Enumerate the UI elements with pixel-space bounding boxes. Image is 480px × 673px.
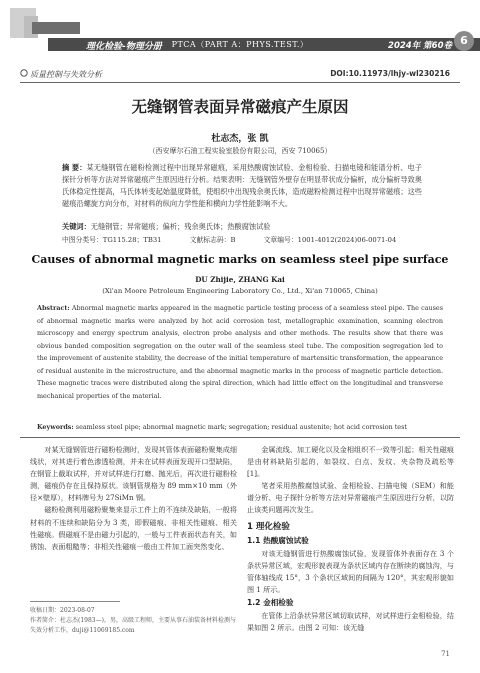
footnote [30, 606, 237, 636]
article-title-cn: 无缝钢管表面异常磁痕产生原因 [131, 98, 349, 116]
section-label: 质量控制与失效分析 [30, 70, 102, 79]
keywords-cn-label: 关键词： [62, 222, 91, 231]
subsection-heading: 1.2 金相检验 [247, 598, 294, 608]
body-column-left [30, 444, 237, 553]
abstract-divider [20, 437, 460, 438]
authors-en: DU Zhijie, ZHANG Kai [195, 275, 285, 284]
clc-number: 中图分类号：TG115.28；TB31 [62, 236, 162, 244]
journal-header [0, 0, 480, 56]
paragraph: 对某无缝钢管进行磁粉检测时，发现其管体表面磁粉聚集成细线状，对其进行着色渗透检测，并未在试样表面发现开口型缺陷，在钢管上截取试样，并对试样进行打磨、抛光后，再次进行磁粉检测，磁痕仍存在且保持原状。该钢管规格为 89 mm×10 mm（外径×壁厚），材料牌号为 27SiMn 钢。 [30, 445, 237, 503]
affiliation-en: (Xi'an Moore Petroleum Engineering Laboratory Co., Ltd., Xi'an 710065, China) [102, 287, 378, 295]
series-name: 理化检验-物理分册 [86, 42, 162, 52]
header-divider [20, 82, 460, 83]
paragraph: 对该无缝钢管进行热酸腐蚀试验，发现管体外表面存在 3 个条状异常区域，宏观形貌表现为条状区域内存在断续的腐蚀沟，与管体轴线成 15°，3 个条状区域间的间隔为 120°，其宏观形貌如图 1 所示。 [247, 548, 454, 595]
received-date: 收稿日期：2023-08-07 [30, 607, 95, 614]
author-info: 作者简介：杜志杰(1983—)，男，高级工程师，主要从事石油装备材料检测与失效分析工作，duji@11069185.com [30, 617, 236, 634]
abstract-en [37, 302, 443, 402]
page-number: 71 [441, 650, 450, 658]
section-marker-icon [20, 69, 28, 77]
classification-line [62, 234, 422, 244]
keywords-en [37, 423, 443, 431]
keywords-en-label: Keywords: [37, 423, 74, 431]
paragraph: 笔者采用热酸腐蚀试验、金相检验、扫描电镜（SEM）和能谱分析、电子探针分析等方法对异常磁痕产生原因进行分析，以防止该类问题再次发生。 [247, 481, 454, 515]
article-title-en: Causes of abnormal magnetic marks on seamless steel pipe surface [31, 253, 449, 266]
year-issue: 2024年 第60卷 [388, 41, 452, 51]
abstract-cn [62, 162, 422, 210]
journal-name: PTCA（PART A：PHYS.TEST.） [171, 40, 309, 49]
abstract-cn-label: 摘 要： [62, 163, 87, 172]
paragraph: 金属流线、加工硬化以及金相组织不一致等引起；相关性磁痕是由材料缺陷引起的，如裂纹、白点、发纹、夹杂物及疏松等[1]。 [247, 445, 454, 479]
affiliation-cn: （西安摩尔石油工程实验室股份有限公司，西安 710065） [148, 147, 332, 155]
authors-cn: 杜志杰，张 凯 [211, 134, 269, 144]
footnote-divider [30, 601, 120, 602]
section-heading: 1 理化检验 [247, 521, 290, 532]
article-number: 文章编号：1001-4012(2024)06-0071-04 [263, 236, 397, 244]
keywords-en-text: seamless steel pipe; abnormal magnetic mark; segregation; residual austenite; hot acid corrosion test [75, 423, 407, 431]
subsection-heading: 1.1 热酸腐蚀试验 [247, 535, 309, 545]
keywords-cn [62, 222, 422, 232]
document-code: 文献标志码：B [189, 236, 236, 244]
abstract-en-text: Abnormal magnetic marks appeared in the magnetic particle testing process of a seamless steel pipe. The causes of abnormal magnetic marks were analyzed by hot acid corrosion test, metallographic examination, scanning electron microscopy and energy spectrum analysis, electron probe analysis and other methods. The results show that there was obvious banded composition segregation on the outer wall of the seamless steel tube. The composition segregation led to the improvement of austenite stability, the decrease of the initial temperature of martensitic transformation, the appearance of residual austenite in the microstructure, and the abnormal magnetic marks in the process of magnetic particle detection. These magnetic traces were distributed along the spiral direction, which had little effect on the longitudinal and transverse mechanical properties of the material. [37, 304, 443, 400]
abstract-cn-text: 某无缝钢管在磁粉检测过程中出现异常磁痕，采用热酸腐蚀试验、金相检验、扫描电镜和能谱分析、电子探针分析等方法对异常磁痕产生原因进行分析。结果表明：无缝钢管外壁存在明显带状成分偏析，成分偏析导致奥氏体稳定性提高，马氏体转变起始温度降低，使组织中出现残余奥氏体，造成磁粉检测过程中出现异常磁痕；这些磁痕沿螺旋方向分布，对材料的纵向力学性能和横向力学性能影响不大。 [62, 163, 422, 208]
body-column-right [247, 444, 454, 634]
issue-number-badge: 6 [454, 31, 474, 51]
paragraph: 磁粉检测利用磁粉聚集来显示工件上的不连续及缺陷，一般将材料的不连续和缺陷分为 3 类，即假磁痕、非相关性磁痕、相关性磁痕。假磁痕不是由磁力引起的，一般与工件表面状态有关，如锈蚀、表面粗糙等；非相关性磁痕一般由工件加工面突然变化、 [30, 505, 237, 551]
paragraph: 在管体上沿条状异常区域切取试样，对试样进行金相检验，结果如图 2 所示。由图 2 可知：该无缝 [247, 611, 454, 633]
doi: DOI:10.11973/lhjy-wl230216 [330, 69, 450, 78]
keywords-cn-text: 无缝钢管；异常磁痕；偏析；残余奥氏体；热酸腐蚀试验 [90, 222, 271, 231]
abstract-en-label: Abstract: [37, 304, 70, 312]
